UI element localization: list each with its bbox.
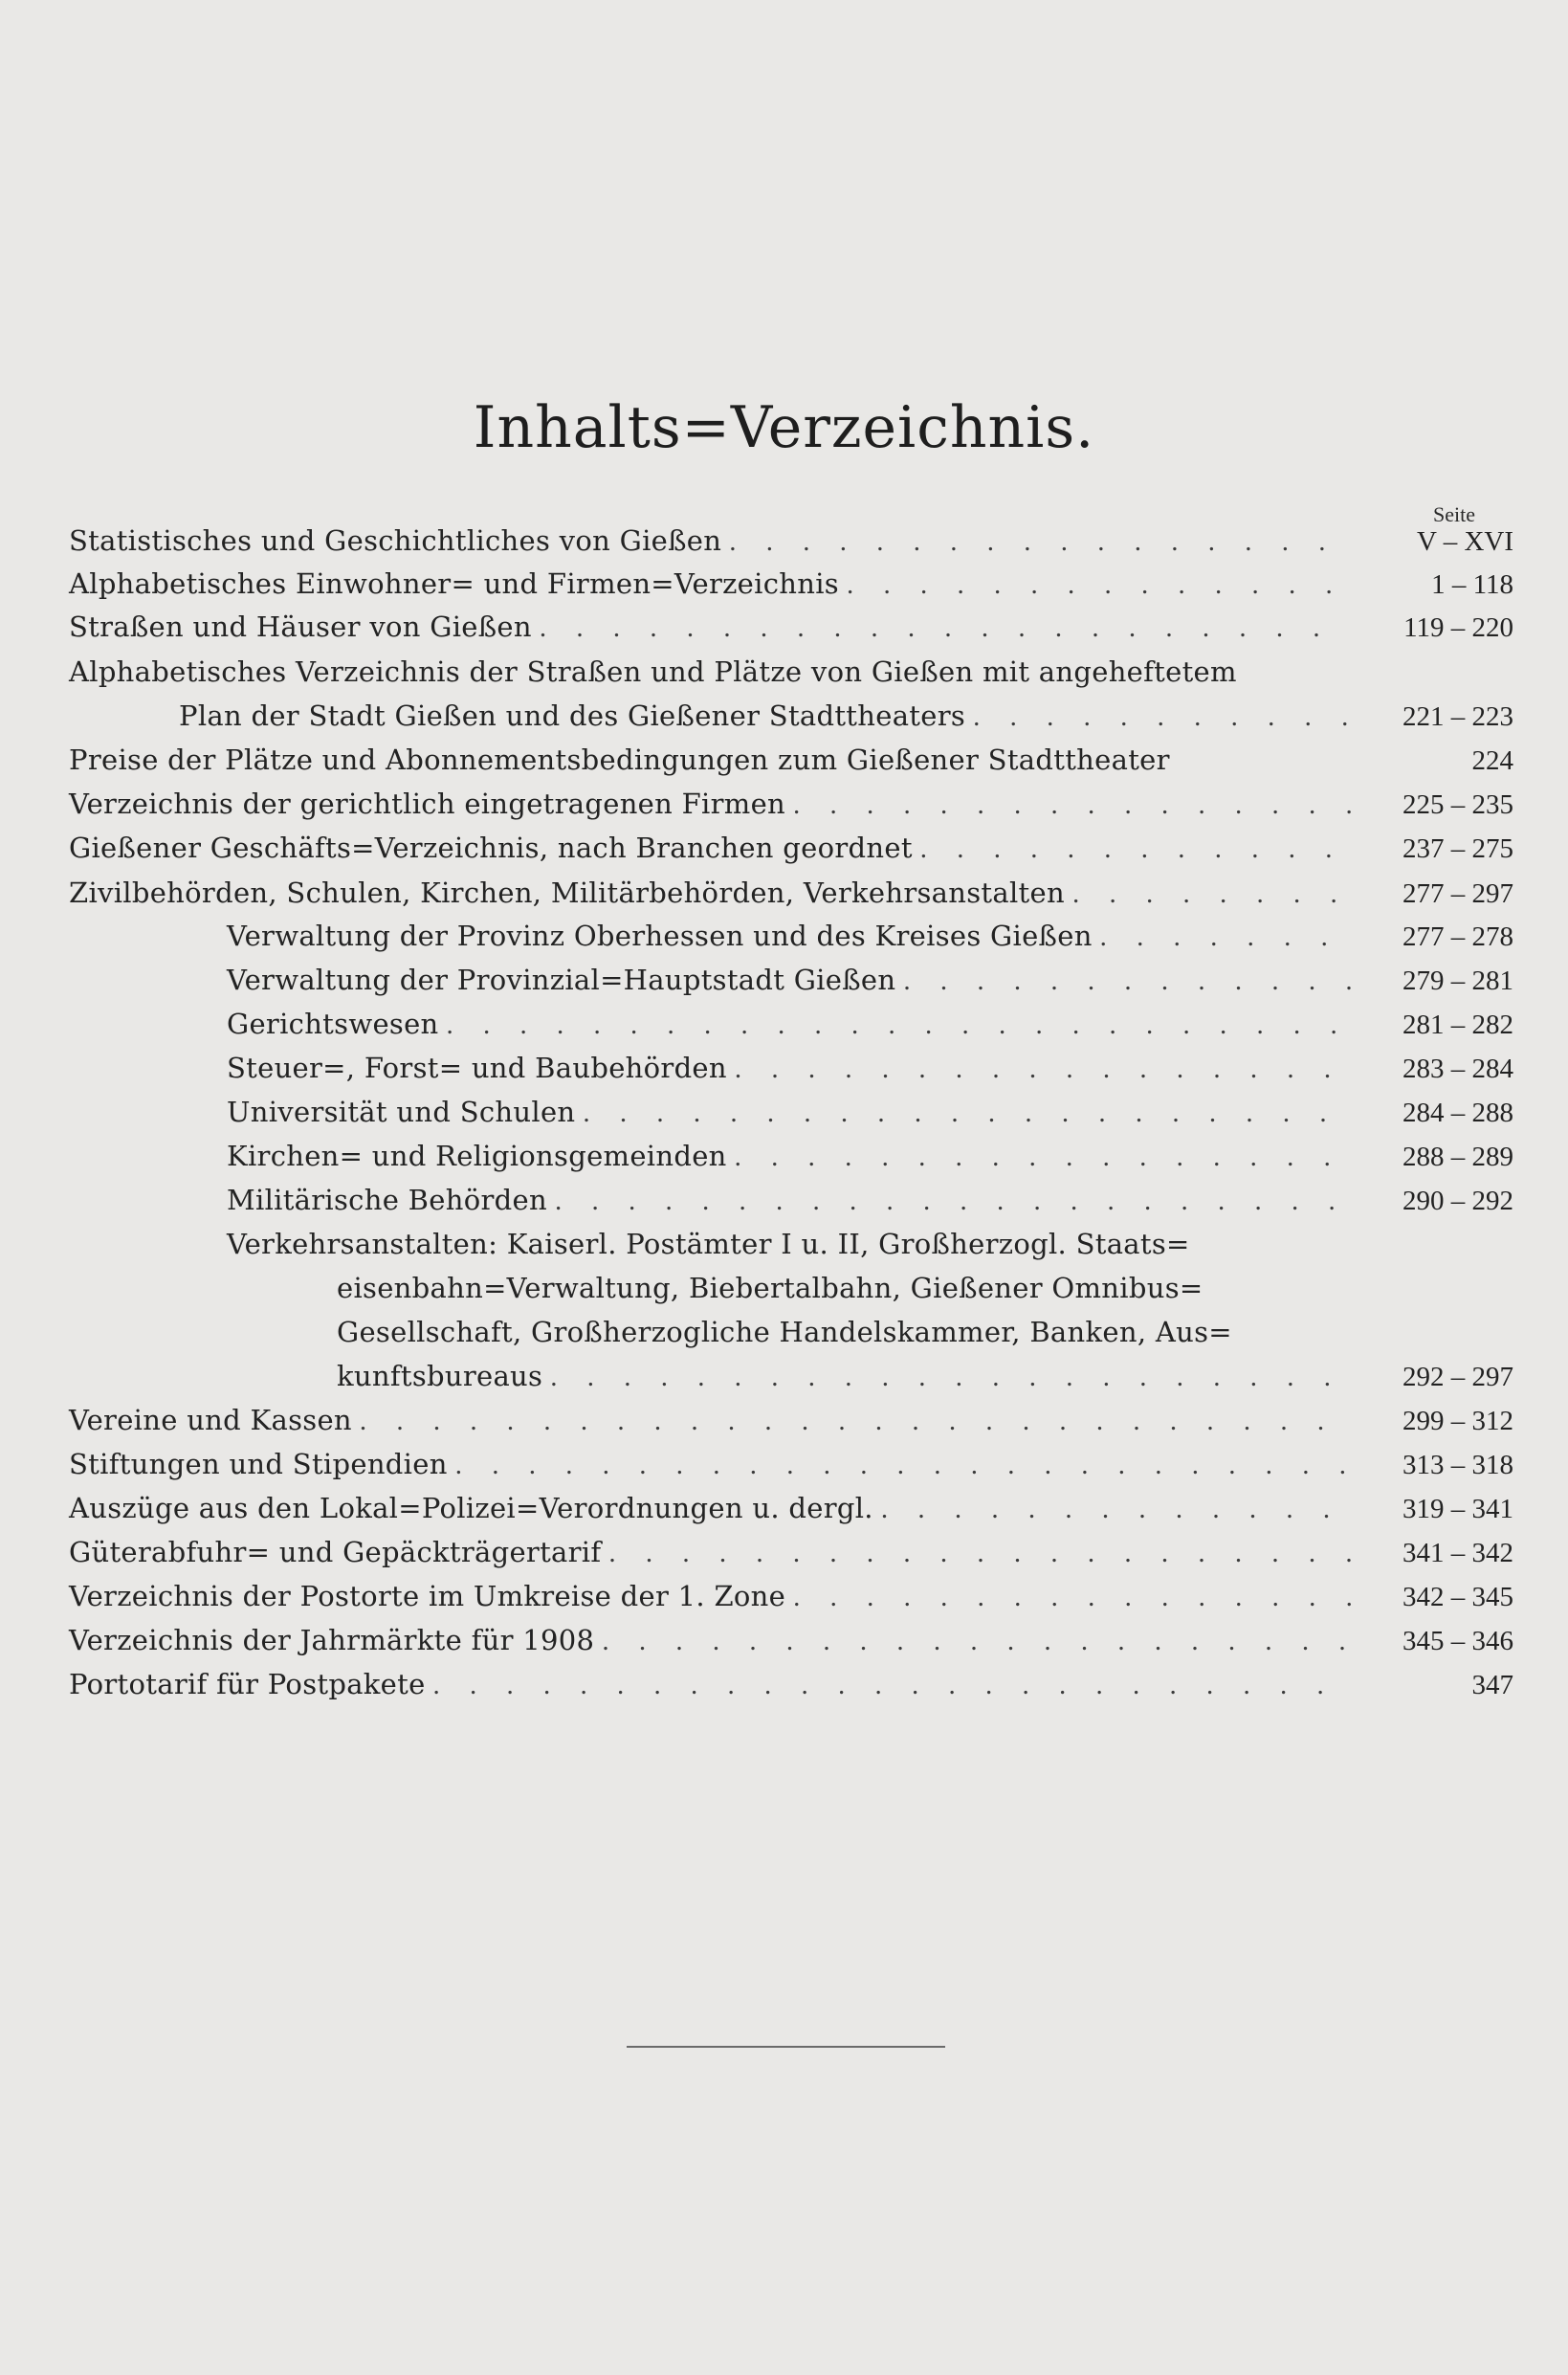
toc-entry (69, 877, 1513, 921)
toc-entry-title: Verzeichnis der gerichtlich eingetragenen Firmen (69, 788, 786, 820)
toc-entry (69, 610, 1513, 655)
toc-entry (69, 788, 1513, 832)
toc-entry-pages: 347 (1471, 1670, 1513, 1700)
toc-entry-title: Statistisches und Geschichtliches von Gießen (69, 524, 722, 557)
toc-entry-title: Plan der Stadt Gießen und des Gießener Stadttheaters (179, 699, 966, 732)
dot-leader (1072, 878, 1351, 910)
dot-leader (540, 612, 1351, 644)
toc-entry (69, 1624, 1513, 1668)
dot-leader (973, 701, 1351, 733)
divider-rule (627, 2046, 945, 2048)
toc-entry-pages: 277 – 278 (1402, 921, 1513, 952)
toc-entry (69, 1140, 1513, 1184)
toc-entry-pages: 221 – 223 (1402, 701, 1513, 732)
toc-entry (69, 655, 1513, 699)
toc-entry-title: Preise der Plätze und Abonnementsbedingungen zum Gießener Stadttheater (69, 744, 1170, 776)
toc-entry-title: Verzeichnis der Postorte im Umkreise der 1. Zone (69, 1580, 786, 1612)
dot-leader (793, 1582, 1351, 1613)
toc-entry (69, 524, 1513, 568)
dot-leader (583, 1098, 1351, 1129)
toc-entry-title: Vereine und Kassen (69, 1404, 352, 1436)
toc-entry-pages: 1 – 118 (1431, 569, 1513, 600)
dot-leader (735, 1142, 1351, 1173)
toc-entry-title: kunftsbureaus (337, 1360, 543, 1392)
toc-entry-pages: 283 – 284 (1402, 1054, 1513, 1084)
toc-entry (69, 1184, 1513, 1228)
toc-entry (69, 1052, 1513, 1096)
toc-entry (69, 1492, 1513, 1536)
dot-leader (881, 1494, 1351, 1525)
toc-entry-title: Zivilbehörden, Schulen, Kirchen, Militärbehörden, Verkehrsanstalten (69, 877, 1065, 909)
toc-entry-pages: 288 – 289 (1402, 1142, 1513, 1172)
toc-entry-title: Portotarif für Postpakete (69, 1668, 426, 1700)
toc-entry-title: Alphabetisches Einwohner= und Firmen=Verzeichnis (69, 567, 839, 600)
dot-leader (455, 1450, 1351, 1481)
dot-leader (555, 1186, 1351, 1217)
toc-entry-pages: 292 – 297 (1402, 1362, 1513, 1392)
toc-entry (69, 1228, 1513, 1272)
toc-entry-pages: 284 – 288 (1402, 1098, 1513, 1128)
toc-entry (69, 744, 1513, 788)
toc-entry-title: Güterabfuhr= und Gepäckträgertarif (69, 1536, 602, 1568)
dot-leader (550, 1362, 1351, 1393)
toc-entry-pages: 225 – 235 (1402, 789, 1513, 820)
toc-entry-pages: 277 – 297 (1402, 878, 1513, 909)
dot-leader (602, 1626, 1351, 1657)
toc-entry-title: Straßen und Häuser von Gießen (69, 610, 532, 643)
toc-entry-title: Gießener Geschäfts=Verzeichnis, nach Branchen geordnet (69, 832, 913, 864)
toc-entry (69, 1404, 1513, 1448)
dot-leader (729, 526, 1351, 558)
toc-entry-pages: V – XVI (1417, 526, 1513, 557)
toc-entry-title: eisenbahn=Verwaltung, Biebertalbahn, Gießener Omnibus= (337, 1272, 1204, 1304)
toc-entry-title: Verwaltung der Provinzial=Hauptstadt Gießen (227, 964, 896, 996)
toc-entry-pages: 313 – 318 (1402, 1450, 1513, 1480)
toc-entry (69, 1316, 1513, 1360)
toc-entry-pages: 119 – 220 (1403, 612, 1513, 643)
toc-entry-title: Verzeichnis der Jahrmärkte für 1908 (69, 1624, 595, 1656)
toc-entry-title: Auszüge aus den Lokal=Polizei=Verordnungen u. dergl. (69, 1492, 873, 1524)
toc-entry (69, 920, 1513, 964)
toc-entry-title: Verwaltung der Provinz Oberhessen und des Kreises Gießen (227, 920, 1093, 952)
toc-entry (69, 1096, 1513, 1140)
toc-entry-pages: 341 – 342 (1402, 1538, 1513, 1568)
toc-entry-title: Alphabetisches Verzeichnis der Straßen und Plätze von Gießen mit angeheftetem (69, 655, 1237, 688)
toc-entry-title: Kirchen= und Religionsgemeinden (227, 1140, 727, 1172)
toc-entry-pages: 290 – 292 (1402, 1186, 1513, 1216)
dot-leader (903, 966, 1351, 997)
dot-leader (608, 1538, 1351, 1569)
toc-entry-title: Verkehrsanstalten: Kaiserl. Postämter I u. II, Großherzogl. Staats= (227, 1228, 1190, 1260)
toc-entry-pages: 281 – 282 (1402, 1010, 1513, 1040)
dot-leader (847, 569, 1351, 601)
toc-entry (69, 832, 1513, 876)
toc-entry (69, 1360, 1513, 1404)
toc-entry-pages: 279 – 281 (1402, 966, 1513, 996)
dot-leader (793, 789, 1351, 821)
toc-entry (69, 699, 1513, 744)
toc-entry (69, 567, 1513, 611)
toc-entry (69, 1272, 1513, 1316)
toc-entry-title: Steuer=, Forst= und Baubehörden (227, 1052, 727, 1084)
toc-entry (69, 1008, 1513, 1052)
toc-entry-pages: 319 – 341 (1402, 1494, 1513, 1524)
toc-entry-title: Universität und Schulen (227, 1096, 576, 1128)
dot-leader (1100, 921, 1351, 953)
toc-entry (69, 1536, 1513, 1580)
toc-entry (69, 1448, 1513, 1492)
seite-column-header: Seite (1433, 502, 1475, 526)
toc-entry-pages: 237 – 275 (1402, 833, 1513, 864)
toc-entry-pages: 345 – 346 (1402, 1626, 1513, 1656)
page-title: Inhalts=Verzeichnis. (473, 394, 1095, 461)
toc-entry-pages: 342 – 345 (1402, 1582, 1513, 1612)
toc-entry-pages: 299 – 312 (1402, 1406, 1513, 1436)
toc-entry (69, 964, 1513, 1008)
toc-entry-title: Gesellschaft, Großherzogliche Handelskammer, Banken, Aus= (337, 1316, 1232, 1348)
toc-entry (69, 1580, 1513, 1624)
dot-leader (447, 1010, 1351, 1041)
toc-entry (69, 1668, 1513, 1712)
dot-leader (433, 1670, 1351, 1701)
dot-leader (735, 1054, 1351, 1085)
toc-entry-title: Gerichtswesen (227, 1008, 439, 1040)
toc-entry-title: Militärische Behörden (227, 1184, 547, 1216)
toc-entry-title: Stiftungen und Stipendien (69, 1448, 448, 1480)
dot-leader (360, 1406, 1351, 1437)
toc-entry-pages: 224 (1471, 745, 1513, 776)
dot-leader (920, 833, 1351, 865)
